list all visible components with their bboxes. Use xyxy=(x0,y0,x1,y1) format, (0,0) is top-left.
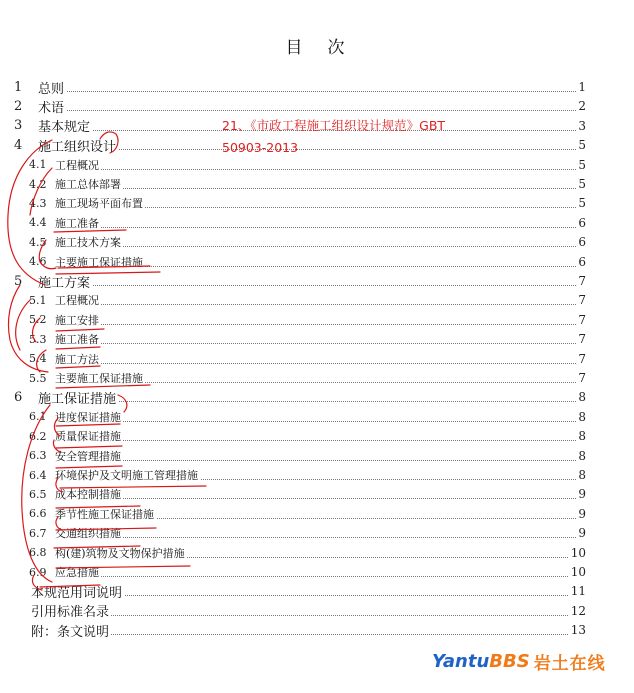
toc-entry-label: 施工准备 xyxy=(55,216,99,230)
toc-entry-page: 6 xyxy=(578,215,586,230)
toc-dot-leader xyxy=(55,245,582,247)
toc-entry-number: 6 xyxy=(14,389,23,405)
toc-entry[interactable] xyxy=(0,272,634,290)
toc-entry-number: 4.1 xyxy=(29,158,47,172)
toc-entry-label: 基本规定 xyxy=(38,116,92,135)
toc-dot-leader xyxy=(55,575,582,577)
toc-entry-number: 6.9 xyxy=(29,565,47,579)
toc-entry-number: 5.1 xyxy=(29,293,47,307)
toc-dot-leader xyxy=(55,497,582,499)
toc-entry-number: 4.4 xyxy=(29,216,47,230)
toc-entry[interactable] xyxy=(0,563,634,581)
toc-dot-leader xyxy=(38,284,582,286)
toc-entry-page: 6 xyxy=(578,254,586,269)
toc-entry-label: 应急措施 xyxy=(55,566,99,579)
logo-part-3: 岩土在线 xyxy=(533,653,606,674)
toc-dot-leader xyxy=(55,323,582,325)
toc-entry-label: 安全管理措施 xyxy=(55,449,121,463)
toc-dot-leader xyxy=(55,226,582,228)
toc-entry-page: 8 xyxy=(578,390,586,405)
toc-entry-page: 9 xyxy=(578,506,586,521)
toc-entry-page: 7 xyxy=(578,274,586,288)
toc-entry-page: 9 xyxy=(578,526,586,541)
toc-entry-number: 6.5 xyxy=(29,487,47,501)
toc-entry-number: 4.3 xyxy=(29,196,47,210)
toc-entry-page: 5 xyxy=(578,196,586,211)
toc-entry[interactable] xyxy=(0,408,634,426)
toc-entry-number: 5.5 xyxy=(29,371,47,385)
toc-entry-page: 10 xyxy=(570,545,586,560)
toc-dot-leader xyxy=(55,168,582,170)
toc-entry-number: 6.2 xyxy=(29,429,47,443)
toc-entry[interactable] xyxy=(0,78,634,96)
toc-entry-label: 主要施工保证措施 xyxy=(55,372,143,385)
toc-entry[interactable] xyxy=(0,97,634,115)
toc-entry[interactable] xyxy=(0,427,634,445)
toc-entry-number: 5.3 xyxy=(29,332,47,346)
toc-entry-label: 术语 xyxy=(38,97,66,116)
toc-entry[interactable] xyxy=(0,136,634,154)
toc-entry-page: 2 xyxy=(578,99,586,114)
toc-entry-page: 8 xyxy=(578,468,586,482)
toc-entry-label: 施工组织设计 xyxy=(38,136,118,155)
toc-dot-leader xyxy=(38,90,582,92)
toc-entry[interactable] xyxy=(0,602,634,620)
toc-entry-page: 5 xyxy=(578,157,586,172)
toc-entry-label: 施工保证措施 xyxy=(38,388,118,407)
toc-entry-page: 1 xyxy=(578,80,586,94)
toc-entry-page: 7 xyxy=(578,293,586,308)
toc-entry[interactable] xyxy=(0,291,634,309)
toc-entry-number: 6.4 xyxy=(29,468,47,482)
toc-entry-label: 施工现场平面布置 xyxy=(55,197,143,211)
toc-entry-page: 7 xyxy=(578,332,586,347)
toc-dot-leader xyxy=(38,400,582,402)
toc-entry-label: 质量保证措施 xyxy=(55,430,121,444)
toc-entry[interactable] xyxy=(0,311,634,329)
toc-entry-number: 6.3 xyxy=(29,449,47,463)
toc-dot-leader xyxy=(55,187,582,189)
toc-entry-page: 5 xyxy=(578,177,586,191)
toc-entry-page: 9 xyxy=(578,487,586,502)
toc-entry-number: 5.2 xyxy=(29,313,47,327)
toc-dot-leader xyxy=(55,459,582,461)
toc-entry-label: 成本控制措施 xyxy=(55,488,121,502)
toc-entry-label: 施工方案 xyxy=(38,272,92,291)
toc-entry[interactable] xyxy=(0,505,634,523)
toc-entry-number: 6.6 xyxy=(29,507,47,521)
toc-dot-leader xyxy=(31,614,582,616)
toc-entry-label: 施工方法 xyxy=(55,352,99,366)
toc-entry[interactable] xyxy=(0,156,634,174)
toc-entry-label: 本规范用词说明 xyxy=(31,582,124,601)
toc-entry-page: 7 xyxy=(578,312,586,327)
toc-entry[interactable] xyxy=(0,621,634,639)
toc-dot-leader xyxy=(38,148,582,150)
annotation-line-2: 50903-2013 xyxy=(222,140,299,155)
toc-entry-label: 总则 xyxy=(38,78,66,97)
toc-entry-label: 环境保护及文明施工管理措施 xyxy=(55,469,198,482)
toc-entry[interactable] xyxy=(0,524,634,542)
toc-entry[interactable] xyxy=(0,214,634,232)
toc-entry[interactable] xyxy=(0,388,634,406)
toc-entry-page: 7 xyxy=(578,371,586,385)
toc-entry-label: 交通组织措施 xyxy=(55,527,121,541)
toc-entry-label: 附：条文说明 xyxy=(31,621,111,640)
toc-entry[interactable] xyxy=(0,544,634,562)
toc-entry[interactable] xyxy=(0,233,634,251)
toc-entry-page: 3 xyxy=(578,118,586,133)
toc-entry[interactable] xyxy=(0,330,634,348)
toc-entry-label: 施工准备 xyxy=(55,333,99,347)
toc-entry[interactable] xyxy=(0,447,634,465)
toc-entry-number: 6.1 xyxy=(29,410,47,424)
toc-entry-page: 8 xyxy=(578,429,586,444)
toc-entry[interactable] xyxy=(0,350,634,368)
toc-entry-number: 5 xyxy=(14,273,23,289)
toc-entry[interactable] xyxy=(0,175,634,193)
toc-entry-number: 5.4 xyxy=(29,352,47,366)
toc-dot-leader xyxy=(55,303,582,305)
toc-entry-page: 11 xyxy=(570,584,586,599)
toc-entry-page: 5 xyxy=(578,138,586,153)
toc-entry-number: 1 xyxy=(14,79,23,95)
toc-entry-number: 3 xyxy=(14,118,23,134)
toc-entry[interactable] xyxy=(0,582,634,600)
logo-part-1: Yantu xyxy=(432,650,490,672)
toc-entry-label: 进度保证措施 xyxy=(55,410,121,424)
toc-entry-label: 引用标准名录 xyxy=(31,601,111,620)
toc-entry-number: 6.8 xyxy=(29,546,47,560)
toc-entry[interactable] xyxy=(0,194,634,212)
toc-dot-leader xyxy=(55,536,582,538)
toc-entry-page: 10 xyxy=(570,565,586,579)
toc-entry-label: 工程概况 xyxy=(55,294,99,308)
toc-entry-page: 6 xyxy=(578,235,586,250)
annotation-line-1: 21、《市政工程施工组织设计规范》GBT xyxy=(222,118,446,133)
toc-entry-page: 8 xyxy=(578,409,586,424)
toc-entry-number: 6.7 xyxy=(29,526,47,540)
toc-dot-leader xyxy=(55,439,582,441)
toc-entry[interactable] xyxy=(0,369,634,387)
toc-entry[interactable] xyxy=(0,253,634,271)
toc-entry-page: 13 xyxy=(570,623,586,638)
toc-entry-number: 4.5 xyxy=(29,235,47,249)
toc-dot-leader xyxy=(55,420,582,422)
toc-entry[interactable] xyxy=(0,485,634,503)
toc-entry-label: 施工总体部署 xyxy=(55,178,121,191)
toc-entry-label: 构(建)筑物及文物保护措施 xyxy=(55,546,185,560)
toc-entry-number: 4 xyxy=(14,137,23,153)
toc-entry-label: 工程概况 xyxy=(55,158,99,172)
page-title: 目 次 xyxy=(285,38,349,58)
toc-dot-leader xyxy=(38,109,582,111)
toc-entry-page: 8 xyxy=(578,448,586,463)
toc-entry-label: 主要施工保证措施 xyxy=(55,255,143,269)
toc-entry-label: 施工安排 xyxy=(55,313,99,327)
toc-entry-number: 4.6 xyxy=(29,255,47,269)
toc-entry-label: 施工技术方案 xyxy=(55,236,121,250)
toc-entry-number: 4.2 xyxy=(29,177,47,191)
toc-entry-page: 12 xyxy=(570,603,586,618)
logo-part-2: BBS xyxy=(489,650,530,672)
toc-entry-page: 7 xyxy=(578,351,586,366)
toc-dot-leader xyxy=(55,342,582,344)
watermark-logo xyxy=(432,647,606,675)
toc-entry-label: 季节性施工保证措施 xyxy=(55,507,154,521)
toc-entry-number: 2 xyxy=(14,98,23,114)
toc-dot-leader xyxy=(31,633,582,635)
toc-dot-leader xyxy=(55,362,582,364)
toc-entry[interactable] xyxy=(0,466,634,484)
